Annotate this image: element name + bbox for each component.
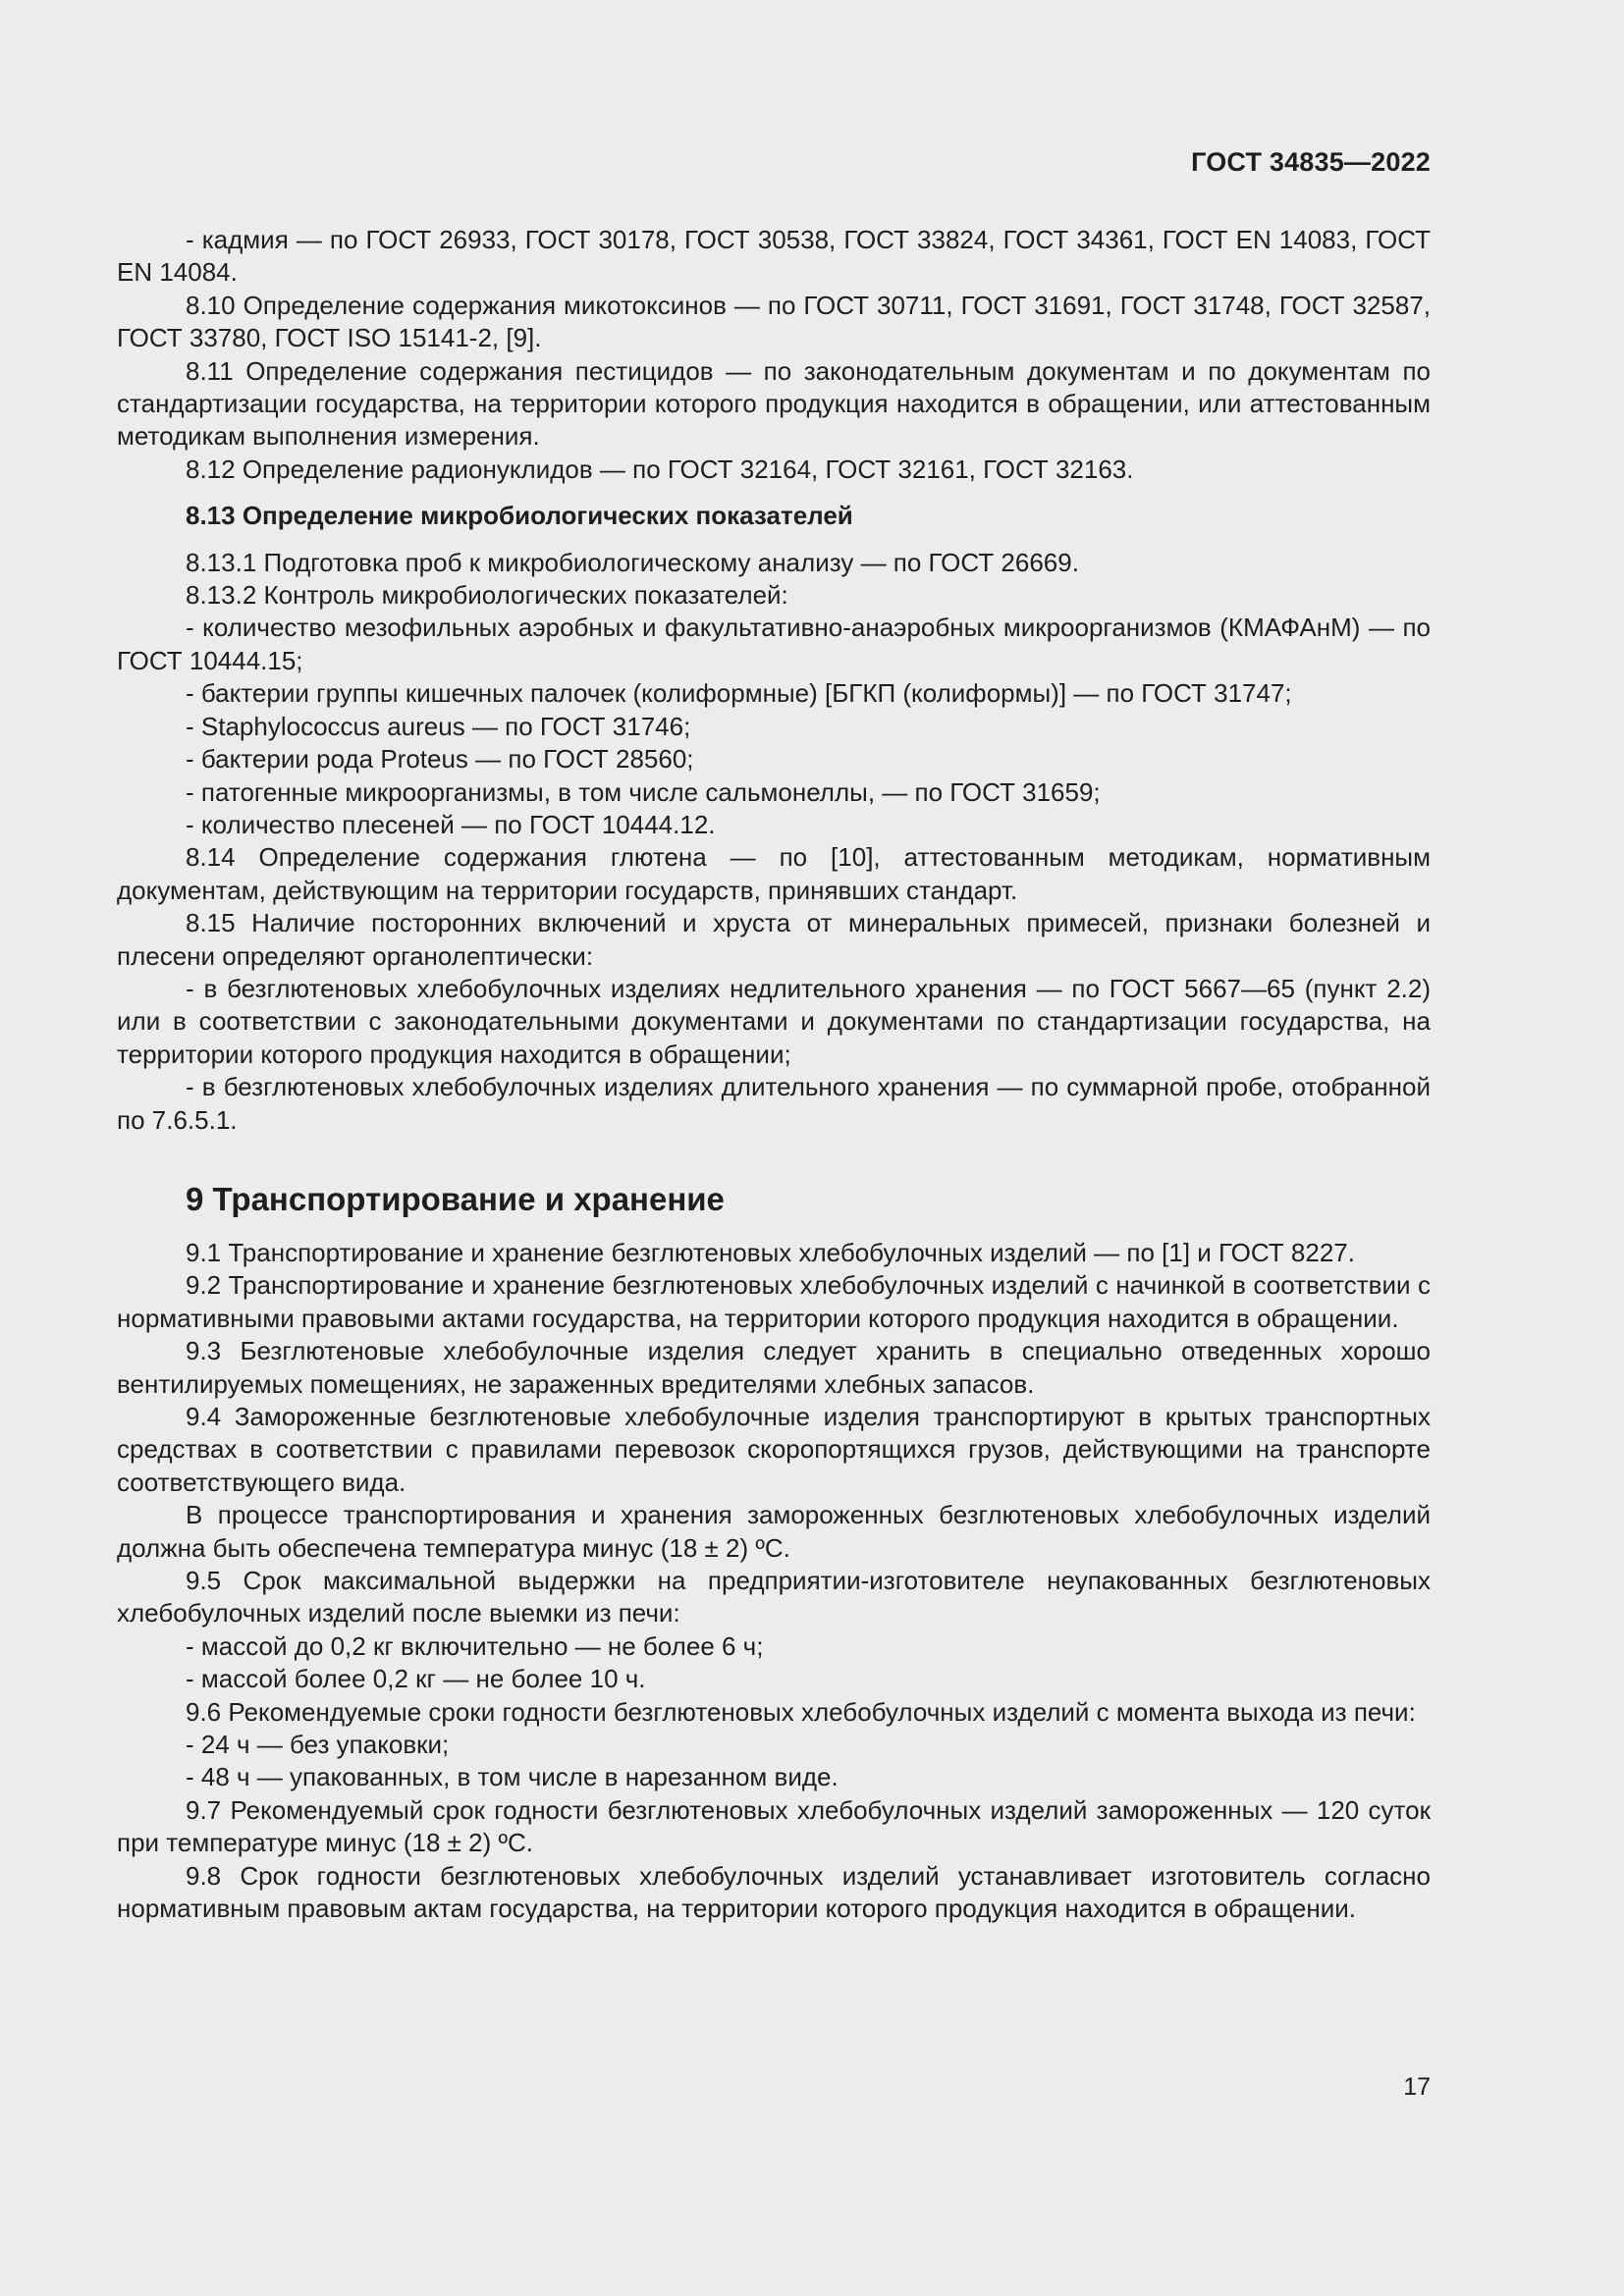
paragraph-9-1: 9.1 Транспортирование и хранение безглютеновых хлебобулочных изделий — по [1] и ГОСТ 8227. <box>186 1237 1355 1267</box>
list-item-bgkp: - бактерии группы кишечных палочек (колиформные) [БГКП (колиформы)] — по ГОСТ 31747; <box>186 678 1292 709</box>
paragraph-8-14: 8.14 Определение содержания глютена — по [10], аттестованным методикам, нормативным документам, действующим на территории государств, принявших стандарт. <box>117 842 1431 905</box>
document-code-header: ГОСТ 34835—2022 <box>1191 147 1431 177</box>
list-item-molds: - количество плесеней — по ГОСТ 10444.12. <box>186 809 716 839</box>
paragraph-9-3: 9.3 Безглютеновые хлебобулочные изделия следует хранить в специально отведенных хорошо вентилируемых помещениях, не зараженных вредителями хлебных запасов. <box>117 1336 1431 1399</box>
list-item-pathogens: - патогенные микроорганизмы, в том числе сальмонеллы, — по ГОСТ 31659; <box>186 776 1101 807</box>
section-9-title: 9 Транспортирование и хранение <box>186 1180 725 1217</box>
paragraph-8-12: 8.12 Определение радионуклидов — по ГОСТ 32164, ГОСТ 32161, ГОСТ 32163. <box>186 454 1134 484</box>
paragraph-8-10: 8.10 Определение содержания микотоксинов — по ГОСТ 30711, ГОСТ 31691, ГОСТ 31748, ГОСТ 32587, ГОСТ 33780, ГОСТ ISO 15141-2, [9]. <box>117 290 1431 353</box>
list-item-9-6-unpacked: - 24 ч — без упаковки; <box>186 1730 450 1760</box>
page-content <box>117 224 1431 1926</box>
paragraph-9-5: 9.5 Срок максимальной выдержки на предприятии-изготовителе неупакованных безглютеновых хлебобулочных изделий после выемки из печи: <box>117 1566 1431 1629</box>
paragraph-8-13-1: 8.13.1 Подготовка проб к микробиологическому анализу — по ГОСТ 26669. <box>186 547 1079 577</box>
list-item-short-storage: - в безглютеновых хлебобулочных изделиях недлительного хранения — по ГОСТ 5667—65 (пункт 2.2) или в соответствии с законодательными документами и документами по стандартизации государства, на территории которого продукция находится в обращении; <box>117 973 1431 1069</box>
paragraph-cadmium: - кадмия — по ГОСТ 26933, ГОСТ 30178, ГОСТ 30538, ГОСТ 33824, ГОСТ 34361, ГОСТ EN 14083, ГОСТ EN 14084. <box>117 225 1431 288</box>
paragraph-8-15: 8.15 Наличие посторонних включений и хруста от минеральных примесей, признаки болезней и плесени определяют органолептически: <box>117 908 1431 971</box>
list-item-kmafanm: - количество мезофильных аэробных и факультативно-анаэробных микроорганизмов (КМАФАнМ) — по ГОСТ 10444.15; <box>117 613 1431 675</box>
paragraph-9-8: 9.8 Срок годности безглютеновых хлебобулочных изделий устанавливает изготовитель согласно нормативным правовым актам государства, на территории которого продукция находится в обращении. <box>117 1860 1431 1924</box>
list-item-9-5-heavy: - массой более 0,2 кг — не более 10 ч. <box>186 1664 646 1694</box>
page-number: 17 <box>1403 2073 1431 2101</box>
paragraph-9-4: 9.4 Замороженные безглютеновые хлебобулочные изделия транспортируют в крытых транспортных средствах в соответствии с правилами перевозок скоропортящихся грузов, действующими на транспорте соответствующего вида. <box>117 1402 1431 1497</box>
list-item-9-6-packed: - 48 ч — упакованных, в том числе в нарезанном виде. <box>186 1762 839 1792</box>
paragraph-8-11: 8.11 Определение содержания пестицидов — по законодательным документам и по документам по стандартизации государства, на территории которого продукция находится в обращении, или аттестованным методикам выполнения измерения. <box>117 355 1431 452</box>
paragraph-9-4-temperature: В процессе транспортирования и хранения замороженных безглютеновых хлебобулочных изделий должна быть обеспечена температура минус (18 ± 2) ºС. <box>117 1500 1431 1563</box>
list-item-long-storage: - в безглютеновых хлебобулочных изделиях длительного хранения — по суммарной пробе, отобранной по 7.6.5.1. <box>117 1072 1431 1135</box>
list-item-proteus: - бактерии рода Proteus — по ГОСТ 28560; <box>186 744 694 774</box>
paragraph-9-6: 9.6 Рекомендуемые сроки годности безглютеновых хлебобулочных изделий с момента выхода из печи: <box>186 1696 1416 1727</box>
list-item-9-5-light: - массой до 0,2 кг включительно — не более 6 ч; <box>186 1630 764 1661</box>
paragraph-9-2: 9.2 Транспортирование и хранение безглютеновых хлебобулочных изделий с начинкой в соответствии с нормативными правовыми актами государства, на территории которого продукция находится в обращении. <box>117 1270 1431 1333</box>
paragraph-9-7: 9.7 Рекомендуемый срок годности безглютеновых хлебобулочных изделий замороженных — 120 суток при температуре минус (18 ± 2) ºС. <box>117 1794 1431 1858</box>
list-item-staphylococcus: - Staphylococcus aureus — по ГОСТ 31746; <box>186 711 691 741</box>
heading-8-13: 8.13 Определение микробиологических показателей <box>186 501 853 531</box>
paragraph-8-13-2: 8.13.2 Контроль микробиологических показателей: <box>186 580 788 611</box>
